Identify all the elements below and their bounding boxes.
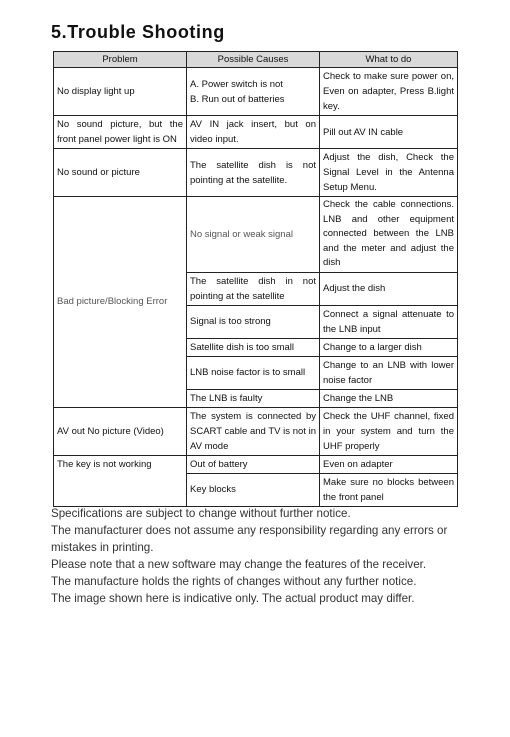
cause-cell: Signal is too strong: [187, 305, 320, 338]
problem-cell: No sound picture, but the front panel power light is ON: [54, 116, 187, 149]
action-cell: Even on adapter: [320, 455, 458, 473]
cause-cell: Satellite dish is too small: [187, 338, 320, 356]
action-cell: Change to an LNB with lower noise factor: [320, 356, 458, 389]
header-what-to-do: What to do: [320, 52, 458, 68]
note-text: Please note that a new software may change the features of the receiver.: [51, 558, 427, 571]
notes-section: [51, 505, 471, 607]
cause-cell: Key blocks: [187, 473, 320, 506]
action-cell: Check the cable connections. LNB and other equipment connected between the LNB and the meter and adjust the dish: [320, 197, 458, 273]
action-cell: Pill out AV IN cable: [320, 116, 458, 149]
action-cell: Check to make sure power on, Even on adapter, Press B.light key.: [320, 68, 458, 116]
cause-cell: A. Power switch is not B. Run out of batteries: [187, 68, 320, 116]
action-cell: Change the LNB: [320, 389, 458, 407]
note-text: The manufacturer does not assume any responsibility regarding any errors or mistakes in printing.: [51, 524, 448, 554]
cause-cell: AV IN jack insert, but on video input.: [187, 116, 320, 149]
problem-cell: Bad picture/Blocking Error: [54, 197, 187, 408]
page-title: 5.Trouble Shooting: [51, 22, 225, 42]
note-text: The manufacture holds the rights of changes without any further notice.: [51, 575, 417, 588]
cause-cell: The satellite dish in not pointing at the satellite: [187, 272, 320, 305]
cause-cell: The system is connected by SCART cable and TV is not in AV mode: [187, 407, 320, 455]
table-header-row: [54, 52, 458, 68]
table-row: [54, 407, 458, 455]
cause-cell: The satellite dish is not pointing at the satellite.: [187, 149, 320, 197]
cause-cell: LNB noise factor is to small: [187, 356, 320, 389]
cause-cell: Out of battery: [187, 455, 320, 473]
table-row: [54, 116, 458, 149]
action-cell: Change to a larger dish: [320, 338, 458, 356]
table-row: [54, 149, 458, 197]
note-text: Specifications are subject to change without further notice.: [51, 507, 351, 520]
problem-cell: No display light up: [54, 68, 187, 116]
action-cell: Connect a signal attenuate to the LNB input: [320, 305, 458, 338]
problem-cell: The key is not working: [54, 455, 187, 506]
problem-cell: AV out No picture (Video): [54, 407, 187, 455]
cause-cell: No signal or weak signal: [187, 197, 320, 273]
note-text: The image shown here is indicative only. The actual product may differ.: [51, 592, 415, 605]
action-cell: Adjust the dish: [320, 272, 458, 305]
header-possible-causes: Possible Causes: [187, 52, 320, 68]
action-cell: Check the UHF channel, fixed in your system and turn the UHF properly: [320, 407, 458, 455]
table-row: [54, 455, 458, 473]
action-cell: Adjust the dish, Check the Signal Level in the Antenna Setup Menu.: [320, 149, 458, 197]
problem-cell: No sound or picture: [54, 149, 187, 197]
table-row: [54, 68, 458, 116]
cause-cell: The LNB is faulty: [187, 389, 320, 407]
troubleshooting-table: [53, 51, 458, 507]
header-problem: Problem: [54, 52, 187, 68]
table-row: [54, 197, 458, 273]
action-cell: Make sure no blocks between the front panel: [320, 473, 458, 506]
